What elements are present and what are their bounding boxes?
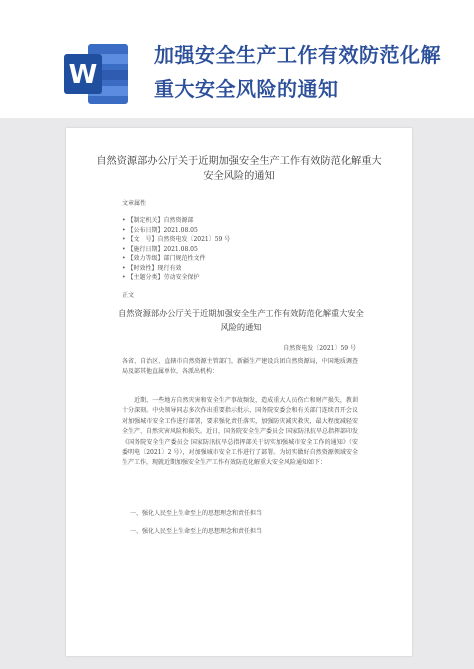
document-title: 自然资源部办公厅关于近期加强安全生产工作有效防范化解重大安全风险的通知	[96, 156, 382, 182]
attributes-label: 文章属性	[122, 200, 147, 207]
attributes-list	[122, 216, 230, 283]
attribute-item: • 【主题分类】劳动安全保护	[122, 273, 230, 283]
body-label: 正文	[122, 292, 135, 299]
attribute-item: • 【效力等级】部门规范性文件	[122, 254, 230, 264]
sub-heading: 一、强化人民至上生命至上的思想理念和责任担当	[130, 528, 263, 535]
attribute-item: • 【施行日期】2021.08.05	[122, 245, 230, 255]
attribute-item: • 【公布日期】2021.08.05	[122, 226, 230, 236]
word-icon	[62, 40, 130, 108]
body-paragraph: 近期，一些地方自然灾害和安全生产事故频发，造成重大人员伤亡和财产损失，教训十分深刻。中央领导同志多次作出重要指示批示，国务院安委会和有关部门连续召开会议对加强城市安全工作进行部署，要求强化责任落实，加强防灾减灾救灾，最大程度减轻安全生产、自然灾害风险和损失。近日，国务院安全生产委员会 国家防汛抗旱总指挥部印发《国务院安全生产委员会 国家防汛抗旱总指挥部关于切实加强城市安全工作的通知》（安委明电〔2021〕2 号），对加强城市安全工作进行了部署。为切实做好自然资源领域安全生产工作，现就近期加强安全生产工作有效防范化解重大安全风险通知如下：	[122, 397, 358, 467]
header-banner	[0, 0, 474, 118]
body-title: 自然资源部办公厅关于近期加强安全生产工作有效防范化解重大安全风险的通知	[118, 308, 364, 332]
attribute-item: • 【文 号】自然资电发〔2021〕59 号	[122, 235, 230, 245]
section-heading: 一、强化人民至上生命至上的思想理念和责任担当	[130, 510, 263, 517]
document-number: 自然资电发〔2021〕59 号	[283, 345, 356, 352]
attribute-item: • 【制定机关】自然资源部	[122, 216, 230, 226]
svg-text:W: W	[68, 60, 98, 90]
attribute-item: • 【时效性】现行有效	[122, 264, 230, 274]
recipients-paragraph: 各省、自治区、直辖市自然资源主管部门，新疆生产建设兵团自然资源局，中国地质调查局及部其他直属单位，各派出机构：	[122, 358, 358, 376]
document-page	[66, 128, 412, 656]
header-title: 加强安全生产工作有效防范化解重大安全风险的通知	[154, 43, 441, 101]
